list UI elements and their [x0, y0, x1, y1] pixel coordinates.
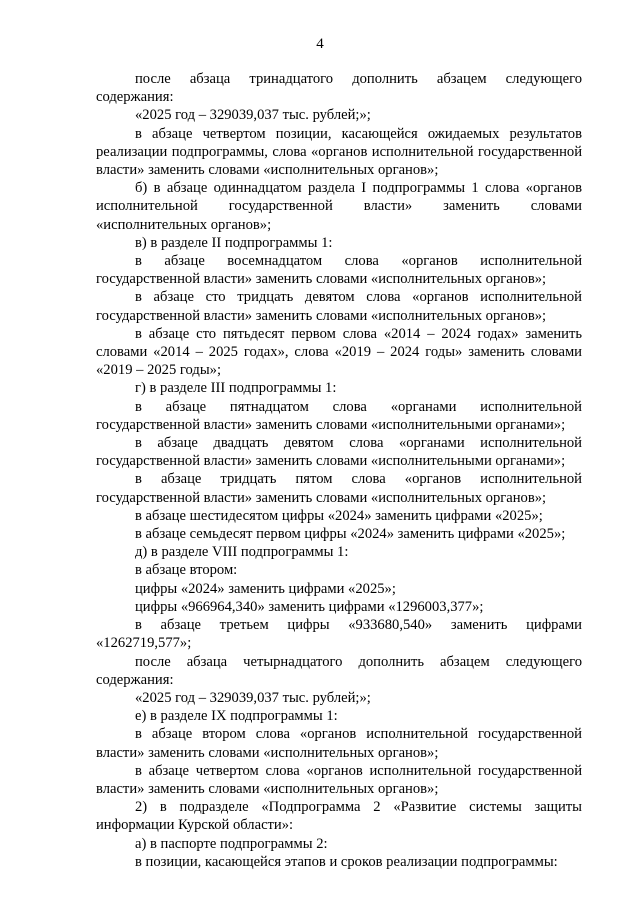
paragraph: в абзаце третьем цифры «933680,540» заменить цифрами «1262719,577»; [96, 617, 582, 652]
paragraph: в позиции, касающейся этапов и сроков реализации подпрограммы: [135, 853, 558, 870]
paragraph: в абзаце сто пятьдесят первом слова «2014 – 2024 годах» заменить словами «2014 – 2025 годах», слова «2019 – 2024 годы» заменить словами «2019 – 2025 годы»; [96, 325, 582, 379]
paragraph: 2) в подразделе «Подпрограмма 2 «Развитие системы защиты информации Курской области»: [96, 799, 582, 834]
paragraph: в абзаце сто тридцать девятом слова «органов исполнительной государственной власти» заменить словами «исполнительных органов»; [96, 289, 582, 324]
paragraph: цифры «966964,340» заменить цифрами «1296003,377»; [135, 598, 484, 615]
paragraph: в абзаце четвертом позиции, касающейся ожидаемых результатов реализации подпрограммы, слова «органов исполнительной государственной власти» заменить словами «исполнительных органов»; [96, 125, 582, 179]
paragraph: е) в разделе IX подпрограммы 1: [135, 708, 338, 725]
paragraph: после абзаца четырнадцатого дополнить абзацем следующего содержания: [96, 653, 582, 688]
paragraph: в абзаце шестидесятом цифры «2024» заменить цифрами «2025»; [135, 507, 543, 524]
document-body [96, 70, 582, 871]
paragraph: в абзаце четвертом слова «органов исполнительной государственной власти» заменить словами «исполнительных органов»; [96, 762, 582, 797]
paragraph: в абзаце восемнадцатом слова «органов исполнительной государственной власти» заменить словами «исполнительных органов»; [96, 253, 582, 288]
paragraph: г) в разделе III подпрограммы 1: [135, 380, 337, 397]
paragraph: «2025 год – 329039,037 тыс. рублей;»; [135, 689, 371, 706]
paragraph: в абзаце тридцать пятом слова «органов исполнительной государственной власти» заменить словами «исполнительных органов»; [96, 471, 582, 506]
paragraph: в абзаце пятнадцатом слова «органами исполнительной государственной власти» заменить словами «исполнительными органами»; [96, 398, 582, 433]
paragraph: в абзаце двадцать девятом слова «органами исполнительной государственной власти» заменить словами «исполнительными органами»; [96, 435, 582, 470]
paragraph: д) в разделе VIII подпрограммы 1: [135, 544, 349, 561]
paragraph: в абзаце втором слова «органов исполнительной государственной власти» заменить словами «исполнительных органов»; [96, 726, 582, 761]
paragraph: «2025 год – 329039,037 тыс. рублей;»; [135, 107, 371, 124]
paragraph: после абзаца тринадцатого дополнить абзацем следующего содержания: [96, 71, 582, 106]
page-number: 4 [316, 36, 324, 52]
paragraph: в абзаце семьдесят первом цифры «2024» заменить цифрами «2025»; [135, 526, 566, 543]
paragraph: а) в паспорте подпрограммы 2: [135, 835, 328, 852]
paragraph: в) в разделе II подпрограммы 1: [135, 234, 333, 251]
paragraph: цифры «2024» заменить цифрами «2025»; [135, 580, 396, 597]
paragraph: в абзаце втором: [135, 562, 238, 579]
paragraph: б) в абзаце одиннадцатом раздела I подпрограммы 1 слова «органов исполнительной государственной власти» заменить словами «исполнительных органов»; [96, 180, 582, 233]
